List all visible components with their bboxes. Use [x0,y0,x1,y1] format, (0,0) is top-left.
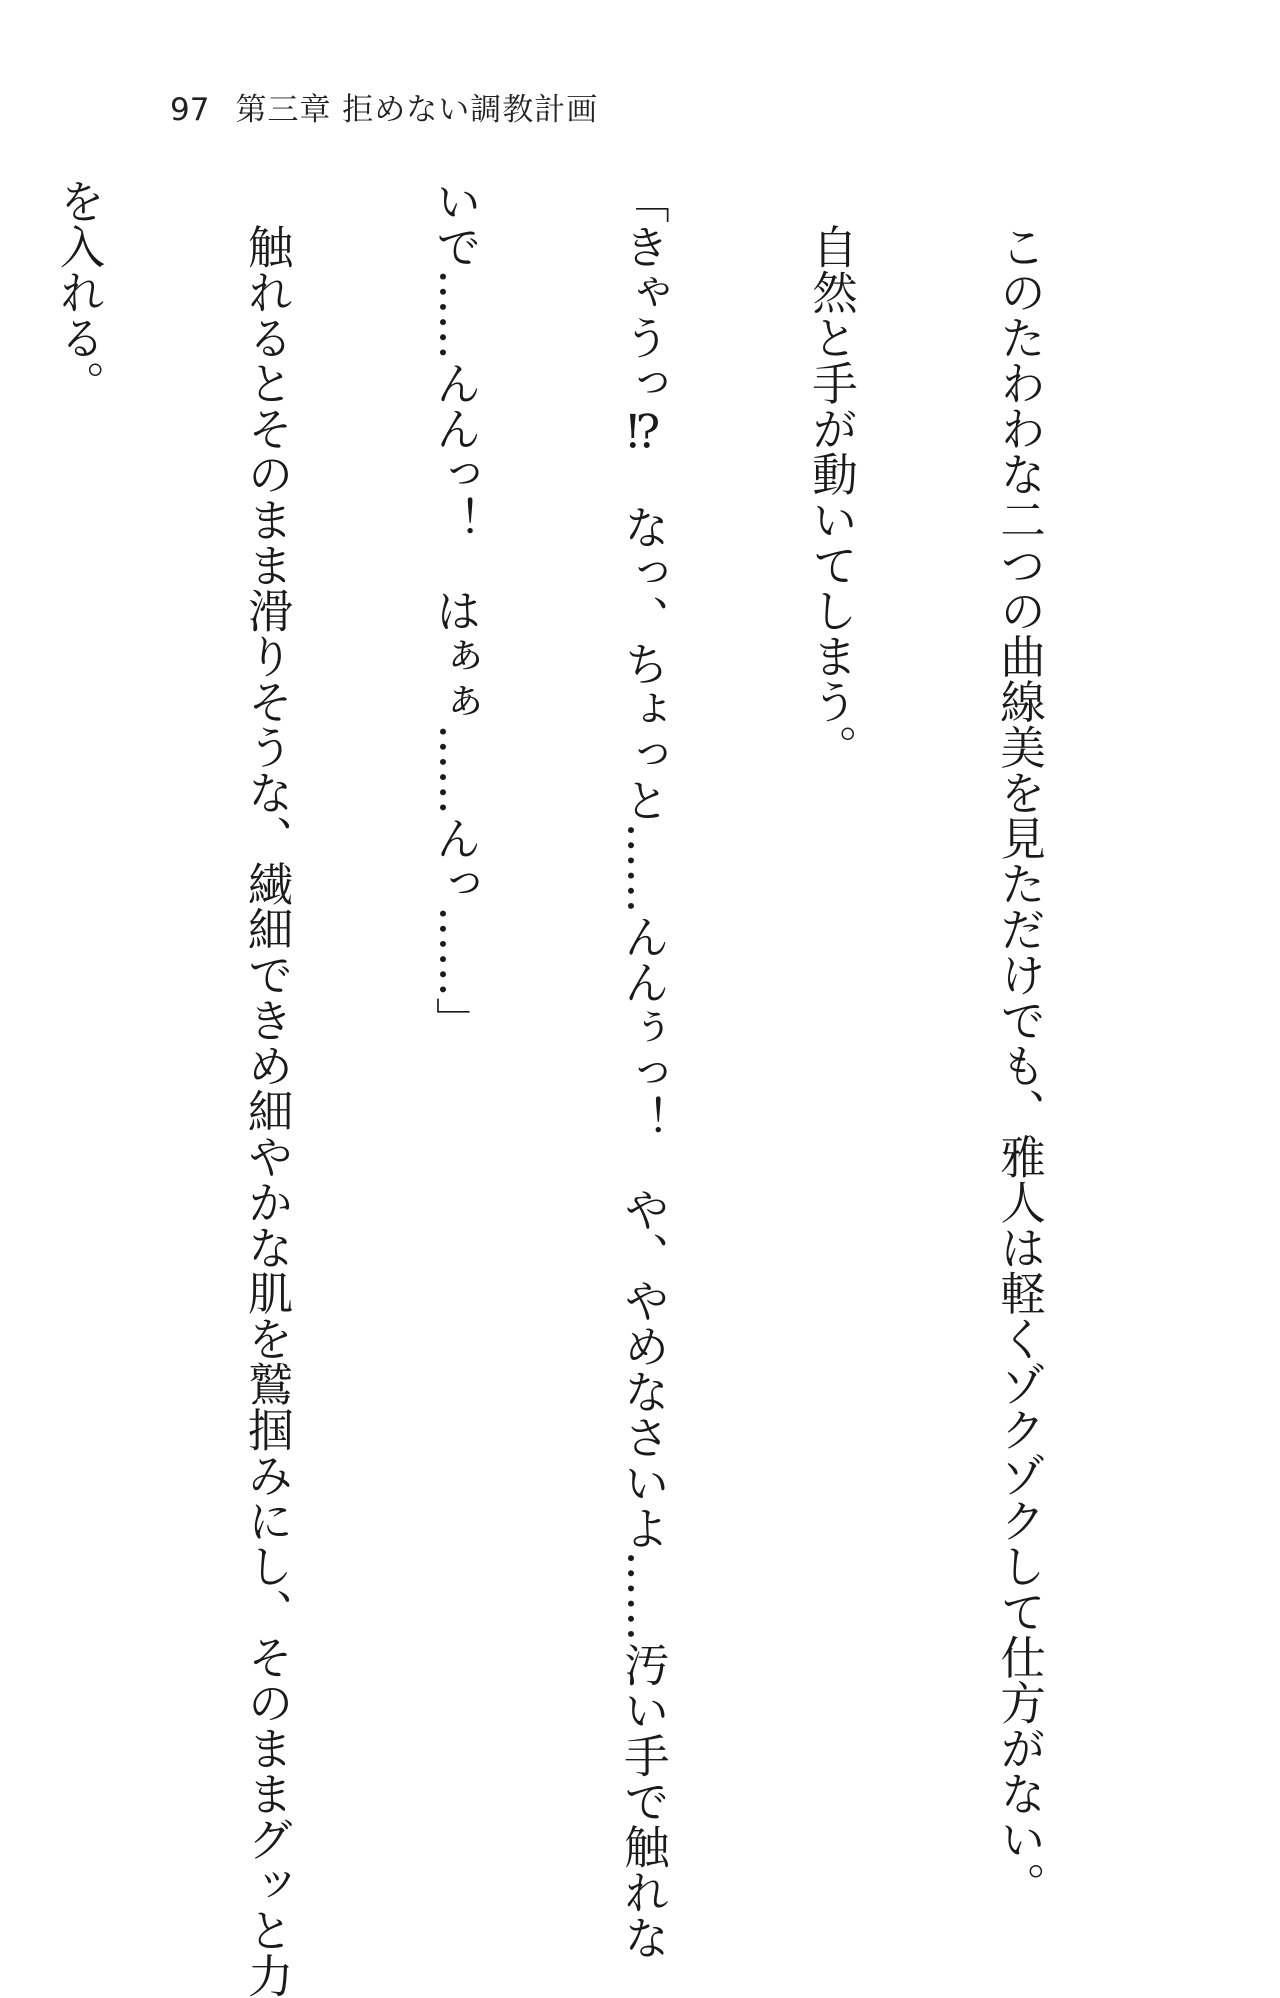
text-line: を入れる。 [53,178,107,406]
running-header [170,84,598,134]
text-line: 触れるとそのまま滑りそうな、繊細できめ細やかな肌を鷲掴みにし、そのままグッと力 [241,178,295,1998]
text-line: 自然と手が動いてしまう。 [805,178,859,770]
vertical-text-body [53,178,1176,1998]
text-line: いで……んんっ！ はぁぁ……んっ……」 [429,178,483,1043]
page-number: 97 [170,92,210,128]
chapter-title: 第三章 拒めない調教計画 [235,92,599,128]
text-line: このたわわな二つの曲線美を見ただけでも、雅人は軽くゾクゾクして仕方がない。 [993,178,1047,1907]
text-line: 「きゃうっ⁉ なっ、ちょっと……んんぅっ！ や、やめなさいよ……汚い手で触れな [617,178,671,1960]
